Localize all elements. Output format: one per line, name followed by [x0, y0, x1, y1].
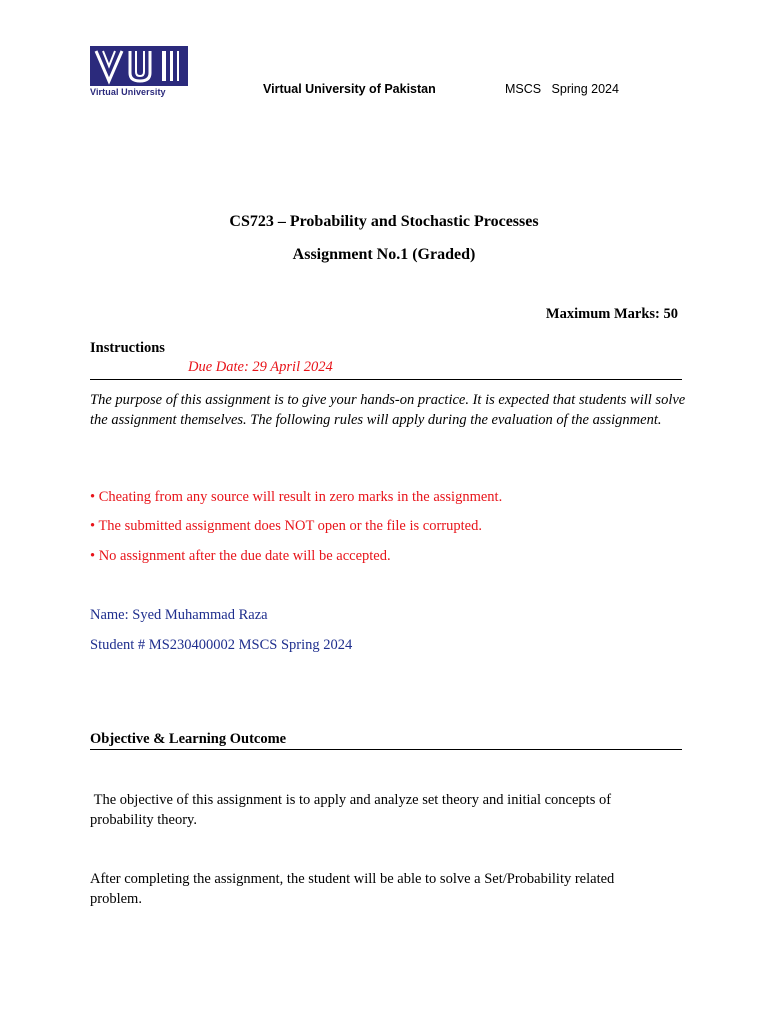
outcome-paragraph: After completing the assignment, the student will be able to solve a Set/Probability related problem.: [90, 871, 615, 907]
instructions-divider: [90, 379, 682, 380]
maximum-marks: Maximum Marks: 50: [545, 306, 678, 322]
student-name: Name: Syed Muhammad Raza: [90, 607, 268, 623]
header-term: MSCS Spring 2024: [505, 82, 619, 96]
purpose-paragraph: The purpose of this assignment is to give your hands-on practice. It is expected that students will solve the assignment themselves. The following rules will apply during the evaluation of the assignment.: [90, 392, 686, 428]
rule-item: • Cheating from any source will result in zero marks in the assignment.: [90, 489, 503, 505]
university-logo: [90, 46, 190, 98]
instructions-heading: Instructions: [90, 340, 165, 356]
objective-heading: Objective & Learning Outcome: [90, 731, 287, 747]
logo-caption: Virtual University: [90, 87, 166, 97]
student-id: Student # MS230400002 MSCS Spring 2024: [90, 637, 353, 653]
vu-logo-icon: [90, 46, 188, 86]
objective-divider: [90, 749, 682, 750]
assignment-title: Assignment No.1 (Graded): [292, 246, 476, 263]
objective-paragraph: The objective of this assignment is to apply and analyze set theory and initial concepts of probability theory.: [90, 792, 615, 828]
header-university: Virtual University of Pakistan: [263, 82, 436, 96]
rule-item: • The submitted assignment does NOT open or the file is corrupted.: [90, 518, 482, 534]
course-title: CS723 – Probability and Stochastic Processes: [229, 213, 539, 230]
rule-item: • No assignment after the due date will be accepted.: [90, 548, 391, 564]
due-date: Due Date: 29 April 2024: [188, 359, 333, 375]
